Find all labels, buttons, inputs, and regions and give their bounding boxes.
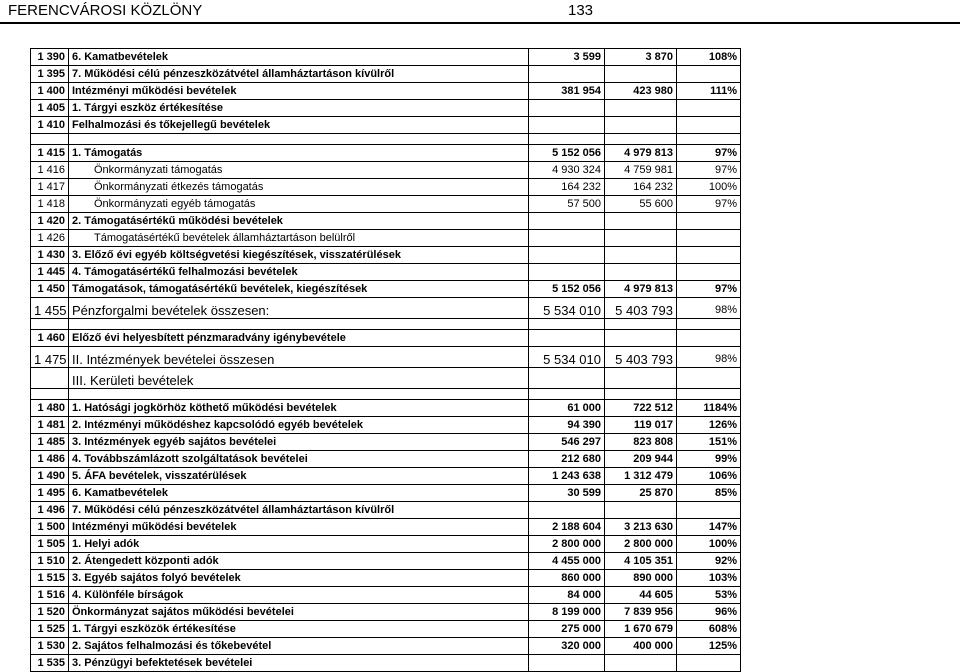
row-code: 1 515 [31,570,69,587]
row-actual-value: 890 000 [605,570,677,587]
row-code: 1 486 [31,451,69,468]
row-label [69,347,529,368]
spacer-row [31,319,741,330]
row-planned-value [529,368,605,389]
row-actual-value: 1 670 679 [605,621,677,638]
row-label [69,100,529,117]
row-label [69,66,529,83]
row-percent: 85% [677,485,741,502]
row-percent [677,655,741,672]
table-row [31,519,741,536]
row-planned-value: 164 232 [529,179,605,196]
row-code: 1 420 [31,213,69,230]
row-label-text: 6. Kamatbevételek [72,487,168,499]
row-label [69,570,529,587]
row-planned-value: 546 297 [529,434,605,451]
row-actual-value [605,319,677,330]
row-percent [677,213,741,230]
row-label [69,196,529,213]
row-code: 1 485 [31,434,69,451]
row-planned-value [529,230,605,247]
row-label [69,451,529,468]
row-label [69,330,529,347]
row-code: 1 475 [31,347,69,368]
row-label [69,434,529,451]
row-label [69,49,529,66]
table-row [31,179,741,196]
row-code: 1 495 [31,485,69,502]
table-row [31,298,741,319]
row-actual-value [605,368,677,389]
row-actual-value: 5 403 793 [605,347,677,368]
row-code: 1 516 [31,587,69,604]
row-percent: 98% [677,298,741,319]
row-percent [677,100,741,117]
row-actual-value [605,330,677,347]
row-label-text: 7. Működési célú pénzeszközátvétel államháztartáson kívülről [72,504,395,516]
row-code [31,389,69,400]
row-label-text: Önkormányzati étkezés támogatás [94,181,264,193]
row-actual-value [605,389,677,400]
row-actual-value: 4 759 981 [605,162,677,179]
row-label-text: 1. Tárgyi eszközök értékesítése [72,623,236,635]
row-label-text: Támogatásértékű bevételek államháztartáson belülről [94,232,356,244]
row-label [69,145,529,162]
row-label-text: 2. Támogatásértékű működési bevételek [72,215,283,227]
row-code: 1 496 [31,502,69,519]
row-actual-value [605,502,677,519]
row-percent: 97% [677,281,741,298]
row-label-text: Önkormányzati egyéb támogatás [94,198,256,210]
row-label-text: 5. ÁFA bevételek, visszatérülések [72,470,247,482]
row-planned-value: 275 000 [529,621,605,638]
row-actual-value: 4 979 813 [605,145,677,162]
row-planned-value: 5 534 010 [529,347,605,368]
row-percent: 111% [677,83,741,100]
row-label [69,553,529,570]
row-code: 1 445 [31,264,69,281]
row-actual-value: 25 870 [605,485,677,502]
row-label-text: 2. Intézményi működéshez kapcsolódó egyéb bevételek [72,419,363,431]
row-code: 1 520 [31,604,69,621]
row-planned-value: 61 000 [529,400,605,417]
row-actual-value [605,247,677,264]
row-code: 1 426 [31,230,69,247]
row-actual-value [605,213,677,230]
budget-table-body [31,49,741,672]
table-row [31,230,741,247]
row-actual-value [605,230,677,247]
table-row [31,604,741,621]
table-row [31,553,741,570]
page-number: 133 [568,2,594,19]
row-label-text: 3. Pénzügyi befektetések bevételei [72,657,253,669]
row-planned-value [529,213,605,230]
row-percent: 126% [677,417,741,434]
row-code: 1 395 [31,66,69,83]
row-code: 1 405 [31,100,69,117]
table-row [31,330,741,347]
row-planned-value: 320 000 [529,638,605,655]
table-row [31,434,741,451]
row-code: 1 416 [31,162,69,179]
row-label [69,298,529,319]
row-percent: 97% [677,162,741,179]
row-planned-value: 2 800 000 [529,536,605,553]
row-percent: 100% [677,179,741,196]
row-label [69,417,529,434]
table-row [31,368,741,389]
row-label-text: III. Kerületi bevételek [72,373,194,388]
row-label-text: 1. Helyi adók [72,538,140,550]
row-percent [677,264,741,281]
row-code: 1 490 [31,468,69,485]
row-label [69,368,529,389]
row-percent: 151% [677,434,741,451]
row-code: 1 535 [31,655,69,672]
table-row [31,117,741,134]
row-percent [677,330,741,347]
table-row [31,83,741,100]
row-label [69,621,529,638]
row-actual-value: 1 312 479 [605,468,677,485]
row-label [69,468,529,485]
row-percent: 53% [677,587,741,604]
row-label [69,536,529,553]
row-planned-value [529,66,605,83]
table-row [31,468,741,485]
row-label-text: 3. Intézmények egyéb sajátos bevételei [72,436,277,448]
row-actual-value [605,134,677,145]
row-code: 1 417 [31,179,69,196]
table-row [31,417,741,434]
table-row [31,570,741,587]
table-row [31,196,741,213]
row-label [69,400,529,417]
row-percent [677,389,741,400]
row-percent [677,66,741,83]
row-actual-value: 119 017 [605,417,677,434]
row-code: 1 430 [31,247,69,264]
row-actual-value: 5 403 793 [605,298,677,319]
row-percent: 1184% [677,400,741,417]
row-label [69,162,529,179]
table-row [31,49,741,66]
row-percent: 97% [677,196,741,213]
row-actual-value: 823 808 [605,434,677,451]
row-planned-value: 4 455 000 [529,553,605,570]
table-row [31,621,741,638]
row-label [69,134,529,145]
row-label [69,319,529,330]
row-planned-value: 84 000 [529,587,605,604]
row-code: 1 450 [31,281,69,298]
row-planned-value [529,502,605,519]
row-actual-value: 423 980 [605,83,677,100]
table-row [31,100,741,117]
row-actual-value [605,655,677,672]
row-code: 1 460 [31,330,69,347]
row-label-text: 6. Kamatbevételek [72,51,168,63]
row-label-text: 3. Egyéb sajátos folyó bevételek [72,572,241,584]
row-percent [677,319,741,330]
row-label [69,655,529,672]
row-percent [677,368,741,389]
row-percent: 108% [677,49,741,66]
row-label-text: Támogatások, támogatásértékű bevételek, kiegészítések [72,283,368,295]
row-actual-value: 3 213 630 [605,519,677,536]
row-percent: 608% [677,621,741,638]
row-planned-value: 3 599 [529,49,605,66]
row-planned-value [529,264,605,281]
table-row [31,281,741,298]
budget-table [30,48,741,672]
row-label [69,281,529,298]
row-label-text: Intézményi működési bevételek [72,521,237,533]
table-row [31,347,741,368]
row-planned-value: 1 243 638 [529,468,605,485]
row-planned-value: 30 599 [529,485,605,502]
row-label-text: 2. Sajátos felhalmozási és tőkebevétel [72,640,272,652]
row-label-text: Felhalmozási és tőkejellegű bevételek [72,119,271,131]
row-label [69,485,529,502]
row-label-text: II. Intézmények bevételei összesen [72,352,275,367]
row-planned-value [529,319,605,330]
row-label-text: 2. Átengedett központi adók [72,555,219,567]
row-percent [677,230,741,247]
row-label [69,117,529,134]
row-actual-value: 44 605 [605,587,677,604]
row-planned-value: 381 954 [529,83,605,100]
row-code: 1 415 [31,145,69,162]
row-actual-value: 164 232 [605,179,677,196]
row-label-text: 4. Támogatásértékű felhalmozási bevételek [72,266,298,278]
row-planned-value [529,655,605,672]
row-code: 1 530 [31,638,69,655]
row-actual-value: 7 839 956 [605,604,677,621]
row-code: 1 505 [31,536,69,553]
row-label-text: 1. Támogatás [72,147,143,159]
row-actual-value: 4 979 813 [605,281,677,298]
row-label [69,230,529,247]
row-actual-value: 55 600 [605,196,677,213]
row-label-text: 4. Különféle bírságok [72,589,184,601]
row-planned-value: 57 500 [529,196,605,213]
row-label-text: Önkormányzat sajátos működési bevételei [72,606,294,618]
row-label-text: 1. Hatósági jogkörhöz köthető működési bevételek [72,402,337,414]
row-code: 1 510 [31,553,69,570]
row-planned-value: 4 930 324 [529,162,605,179]
row-percent [677,134,741,145]
row-planned-value: 212 680 [529,451,605,468]
row-actual-value: 4 105 351 [605,553,677,570]
row-planned-value: 8 199 000 [529,604,605,621]
row-code [31,368,69,389]
row-actual-value [605,100,677,117]
row-label-text: 1. Tárgyi eszköz értékesítése [72,102,224,114]
row-label [69,519,529,536]
row-code [31,319,69,330]
row-actual-value: 3 870 [605,49,677,66]
table-row [31,502,741,519]
row-label-text: 3. Előző évi egyéb költségvetési kiegészítések, visszatérülések [72,249,401,261]
row-code: 1 400 [31,83,69,100]
table-row [31,655,741,672]
row-planned-value: 2 188 604 [529,519,605,536]
row-percent: 97% [677,145,741,162]
row-planned-value: 860 000 [529,570,605,587]
row-actual-value: 400 000 [605,638,677,655]
spacer-row [31,134,741,145]
row-label [69,587,529,604]
row-planned-value: 5 152 056 [529,145,605,162]
row-code [31,134,69,145]
row-planned-value [529,100,605,117]
table-row [31,485,741,502]
row-percent: 92% [677,553,741,570]
row-percent: 147% [677,519,741,536]
row-planned-value [529,330,605,347]
row-percent: 100% [677,536,741,553]
table-row [31,247,741,264]
row-label [69,213,529,230]
page-header [0,0,960,24]
publication-title: FERENCVÁROSI KÖZLÖNY [8,2,203,19]
row-percent [677,117,741,134]
row-label-text: Előző évi helyesbített pénzmaradvány igénybevétele [72,332,346,344]
row-percent: 125% [677,638,741,655]
row-actual-value: 2 800 000 [605,536,677,553]
table-row [31,66,741,83]
table-row [31,400,741,417]
row-label [69,247,529,264]
row-planned-value: 94 390 [529,417,605,434]
table-row [31,213,741,230]
table-row [31,587,741,604]
row-code: 1 525 [31,621,69,638]
row-actual-value: 209 944 [605,451,677,468]
table-row [31,264,741,281]
row-label-text: Pénzforgalmi bevételek összesen: [72,303,270,318]
row-percent: 106% [677,468,741,485]
row-label-text: Intézményi működési bevételek [72,85,237,97]
row-code: 1 480 [31,400,69,417]
row-code: 1 390 [31,49,69,66]
table-row [31,451,741,468]
row-label [69,83,529,100]
row-actual-value [605,264,677,281]
row-percent: 99% [677,451,741,468]
row-code: 1 481 [31,417,69,434]
row-planned-value [529,389,605,400]
spacer-row [31,389,741,400]
row-label [69,179,529,196]
row-percent: 103% [677,570,741,587]
row-label [69,389,529,400]
row-actual-value [605,117,677,134]
table-row [31,145,741,162]
table-row [31,162,741,179]
row-actual-value: 722 512 [605,400,677,417]
row-code: 1 410 [31,117,69,134]
row-code: 1 500 [31,519,69,536]
row-planned-value: 5 152 056 [529,281,605,298]
row-label [69,264,529,281]
row-label [69,604,529,621]
row-planned-value [529,134,605,145]
row-percent: 96% [677,604,741,621]
row-code: 1 418 [31,196,69,213]
table-row [31,638,741,655]
row-label [69,638,529,655]
row-actual-value [605,66,677,83]
row-planned-value: 5 534 010 [529,298,605,319]
row-label-text: 7. Működési célú pénzeszközátvétel államháztartáson kívülről [72,68,395,80]
row-label-text: Önkormányzati támogatás [94,164,223,176]
row-planned-value [529,247,605,264]
row-code: 1 455 [31,298,69,319]
row-percent: 98% [677,347,741,368]
row-percent [677,502,741,519]
row-planned-value [529,117,605,134]
row-label-text: 4. Továbbszámlázott szolgáltatások bevételei [72,453,308,465]
row-percent [677,247,741,264]
row-label [69,502,529,519]
table-row [31,536,741,553]
